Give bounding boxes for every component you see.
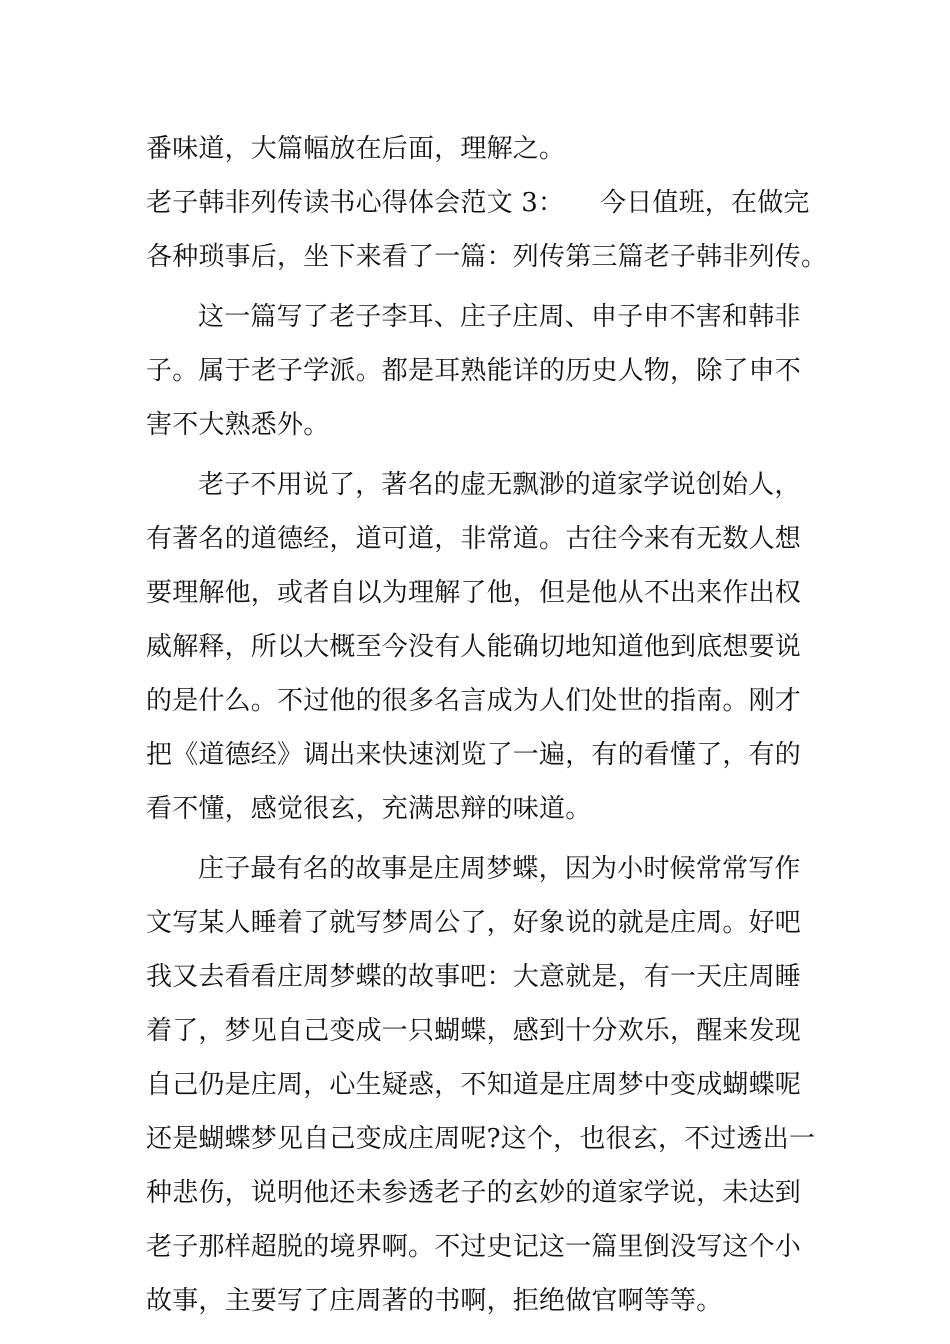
paragraph-start: 庄子最有名的故事是庄周梦蝶，因为小时候常常写作 — [198, 854, 801, 884]
document-body — [146, 122, 828, 1328]
text-line: 着了，梦见自己变成一只蝴蝶，感到十分欢乐，醒来发现 — [146, 1016, 802, 1046]
section-heading-line — [146, 176, 808, 230]
text-line: 我又去看看庄周梦蝶的故事吧：大意就是，有一天庄周睡 — [146, 962, 802, 992]
section-heading: 老子韩非列传读书心得体会范文 3： — [146, 188, 565, 218]
text-line: 种悲伤，说明他还未参透老子的玄妙的道家学说，未达到 — [146, 1178, 802, 1208]
heading-continuation: 今日值班，在做完 — [600, 188, 810, 218]
text-line: 自己仍是庄周，心生疑惑，不知道是庄周梦中变成蝴蝶呢 — [146, 1070, 802, 1100]
text-line: 要理解他，或者自以为理解了他，但是他从不出来作出权 — [146, 578, 802, 608]
paragraph-start: 这一篇写了老子李耳、庄子庄周、申子申不害和韩非 — [198, 302, 801, 332]
text-line: 还是蝴蝶梦见自己变成庄周呢?这个，也很玄，不过透出一 — [146, 1124, 816, 1154]
text-line: 有著名的道德经，道可道，非常道。古往今来有无数人想 — [146, 524, 802, 554]
text-line: 子。属于老子学派。都是耳熟能详的历史人物，除了申不 — [146, 356, 802, 386]
text-line: 老子那样超脱的境界啊。不过史记这一篇里倒没写这个小 — [146, 1232, 802, 1262]
text-line: 文写某人睡着了就写梦周公了，好象说的就是庄周。好吧 — [146, 908, 802, 938]
paragraph-start: 老子不用说了，著名的虚无飘渺的道家学说创始人， — [198, 470, 801, 500]
text-line: 故事，主要写了庄周著的书啊，拒绝做官啊等等。 — [146, 1286, 723, 1316]
text-line: 番味道，大篇幅放在后面，理解之。 — [146, 134, 566, 164]
text-line: 害不大熟悉外。 — [146, 410, 330, 440]
text-line: 看不懂，感觉很玄，充满思辩的味道。 — [146, 794, 592, 824]
text-line: 的是什么。不过他的很多名言成为人们处世的指南。刚才 — [146, 686, 802, 716]
text-line: 威解释，所以大概至今没有人能确切地知道他到底想要说 — [146, 632, 802, 662]
text-line: 各种琐事后，坐下来看了一篇：列传第三篇老子韩非列传。 — [146, 242, 828, 272]
text-line: 把《道德经》调出来快速浏览了一遍，有的看懂了，有的 — [146, 740, 802, 770]
